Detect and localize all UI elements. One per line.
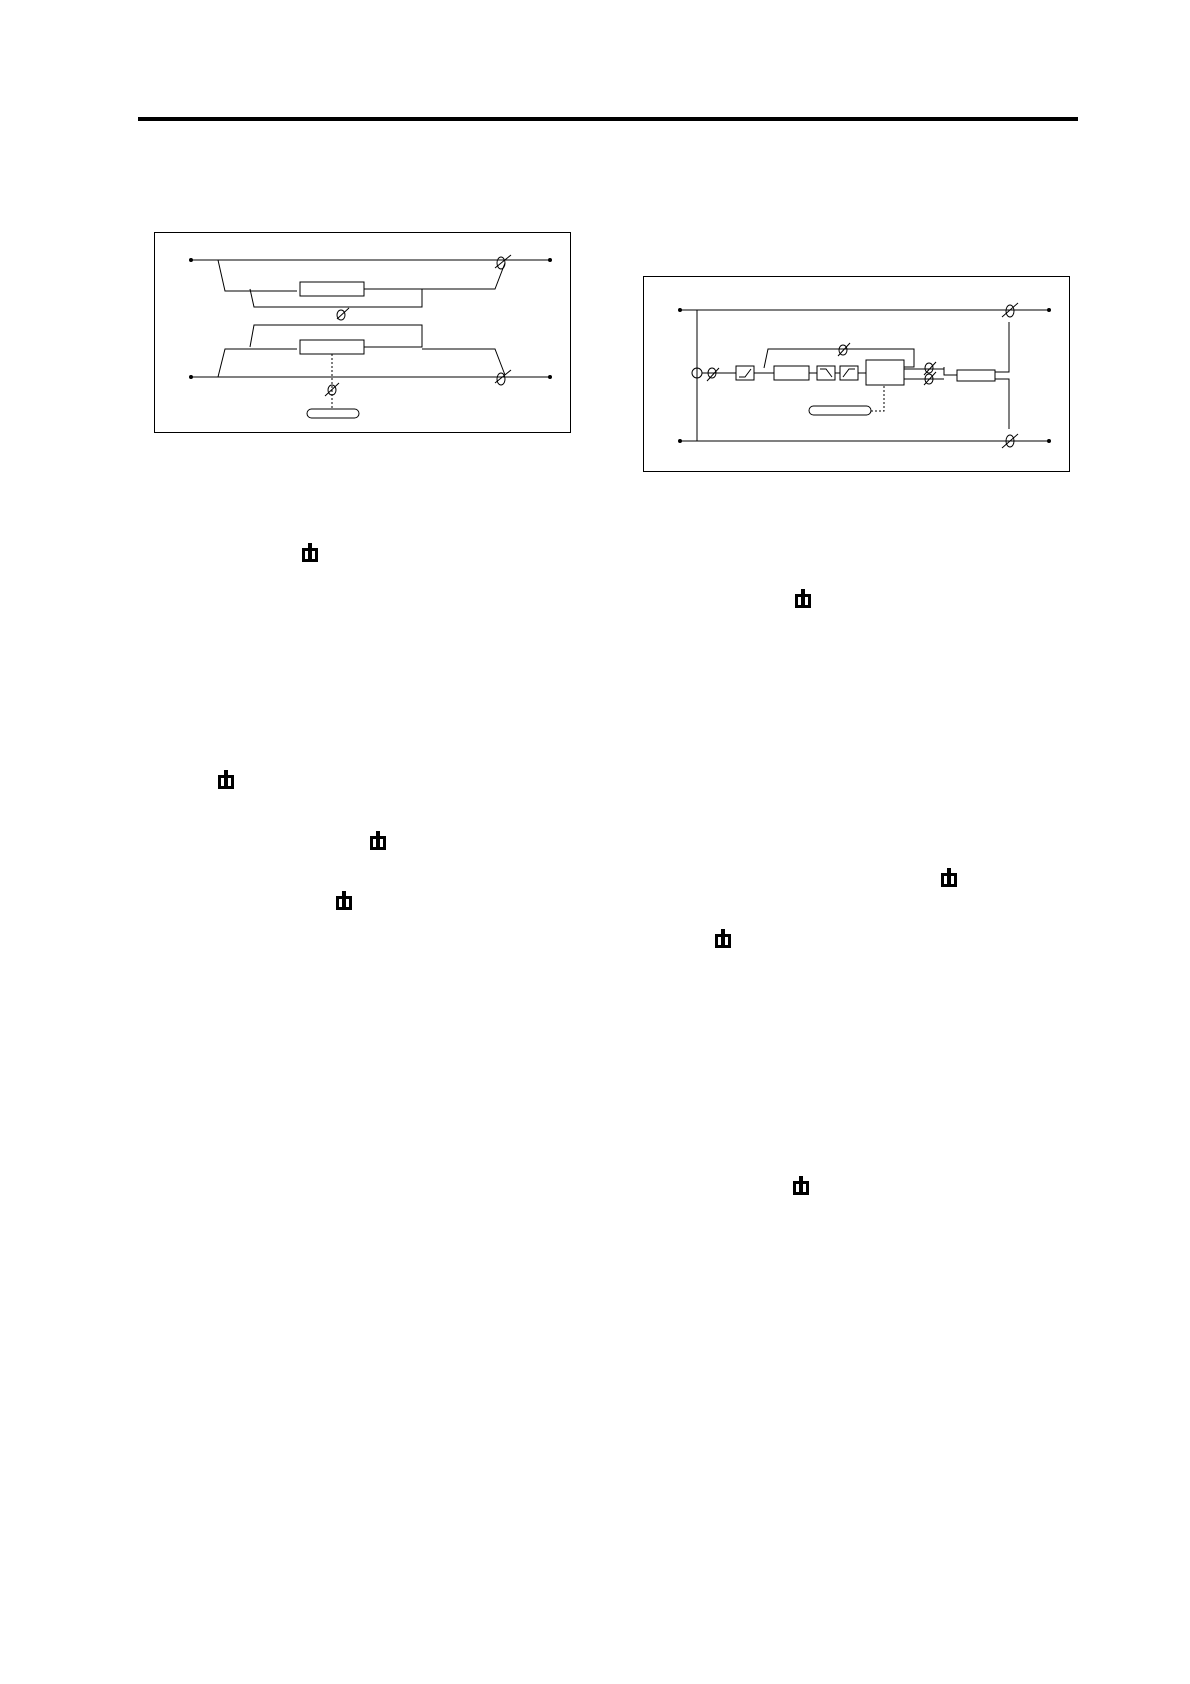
signal-flow-diagram xyxy=(155,233,572,434)
top-rule xyxy=(138,117,1078,121)
dmod-icon xyxy=(369,831,387,851)
dmod-icon xyxy=(794,589,812,609)
dmod-icon xyxy=(335,891,353,911)
dmod-icon xyxy=(217,770,235,790)
diagram-filter-modulation xyxy=(643,276,1070,472)
dmod-icon xyxy=(301,543,319,563)
dmod-icon xyxy=(714,929,732,949)
signal-flow-diagram xyxy=(644,277,1071,473)
dmod-icon xyxy=(940,868,958,888)
dmod-icon xyxy=(792,1176,810,1196)
diagram-stereo-dual-channel xyxy=(154,232,571,433)
